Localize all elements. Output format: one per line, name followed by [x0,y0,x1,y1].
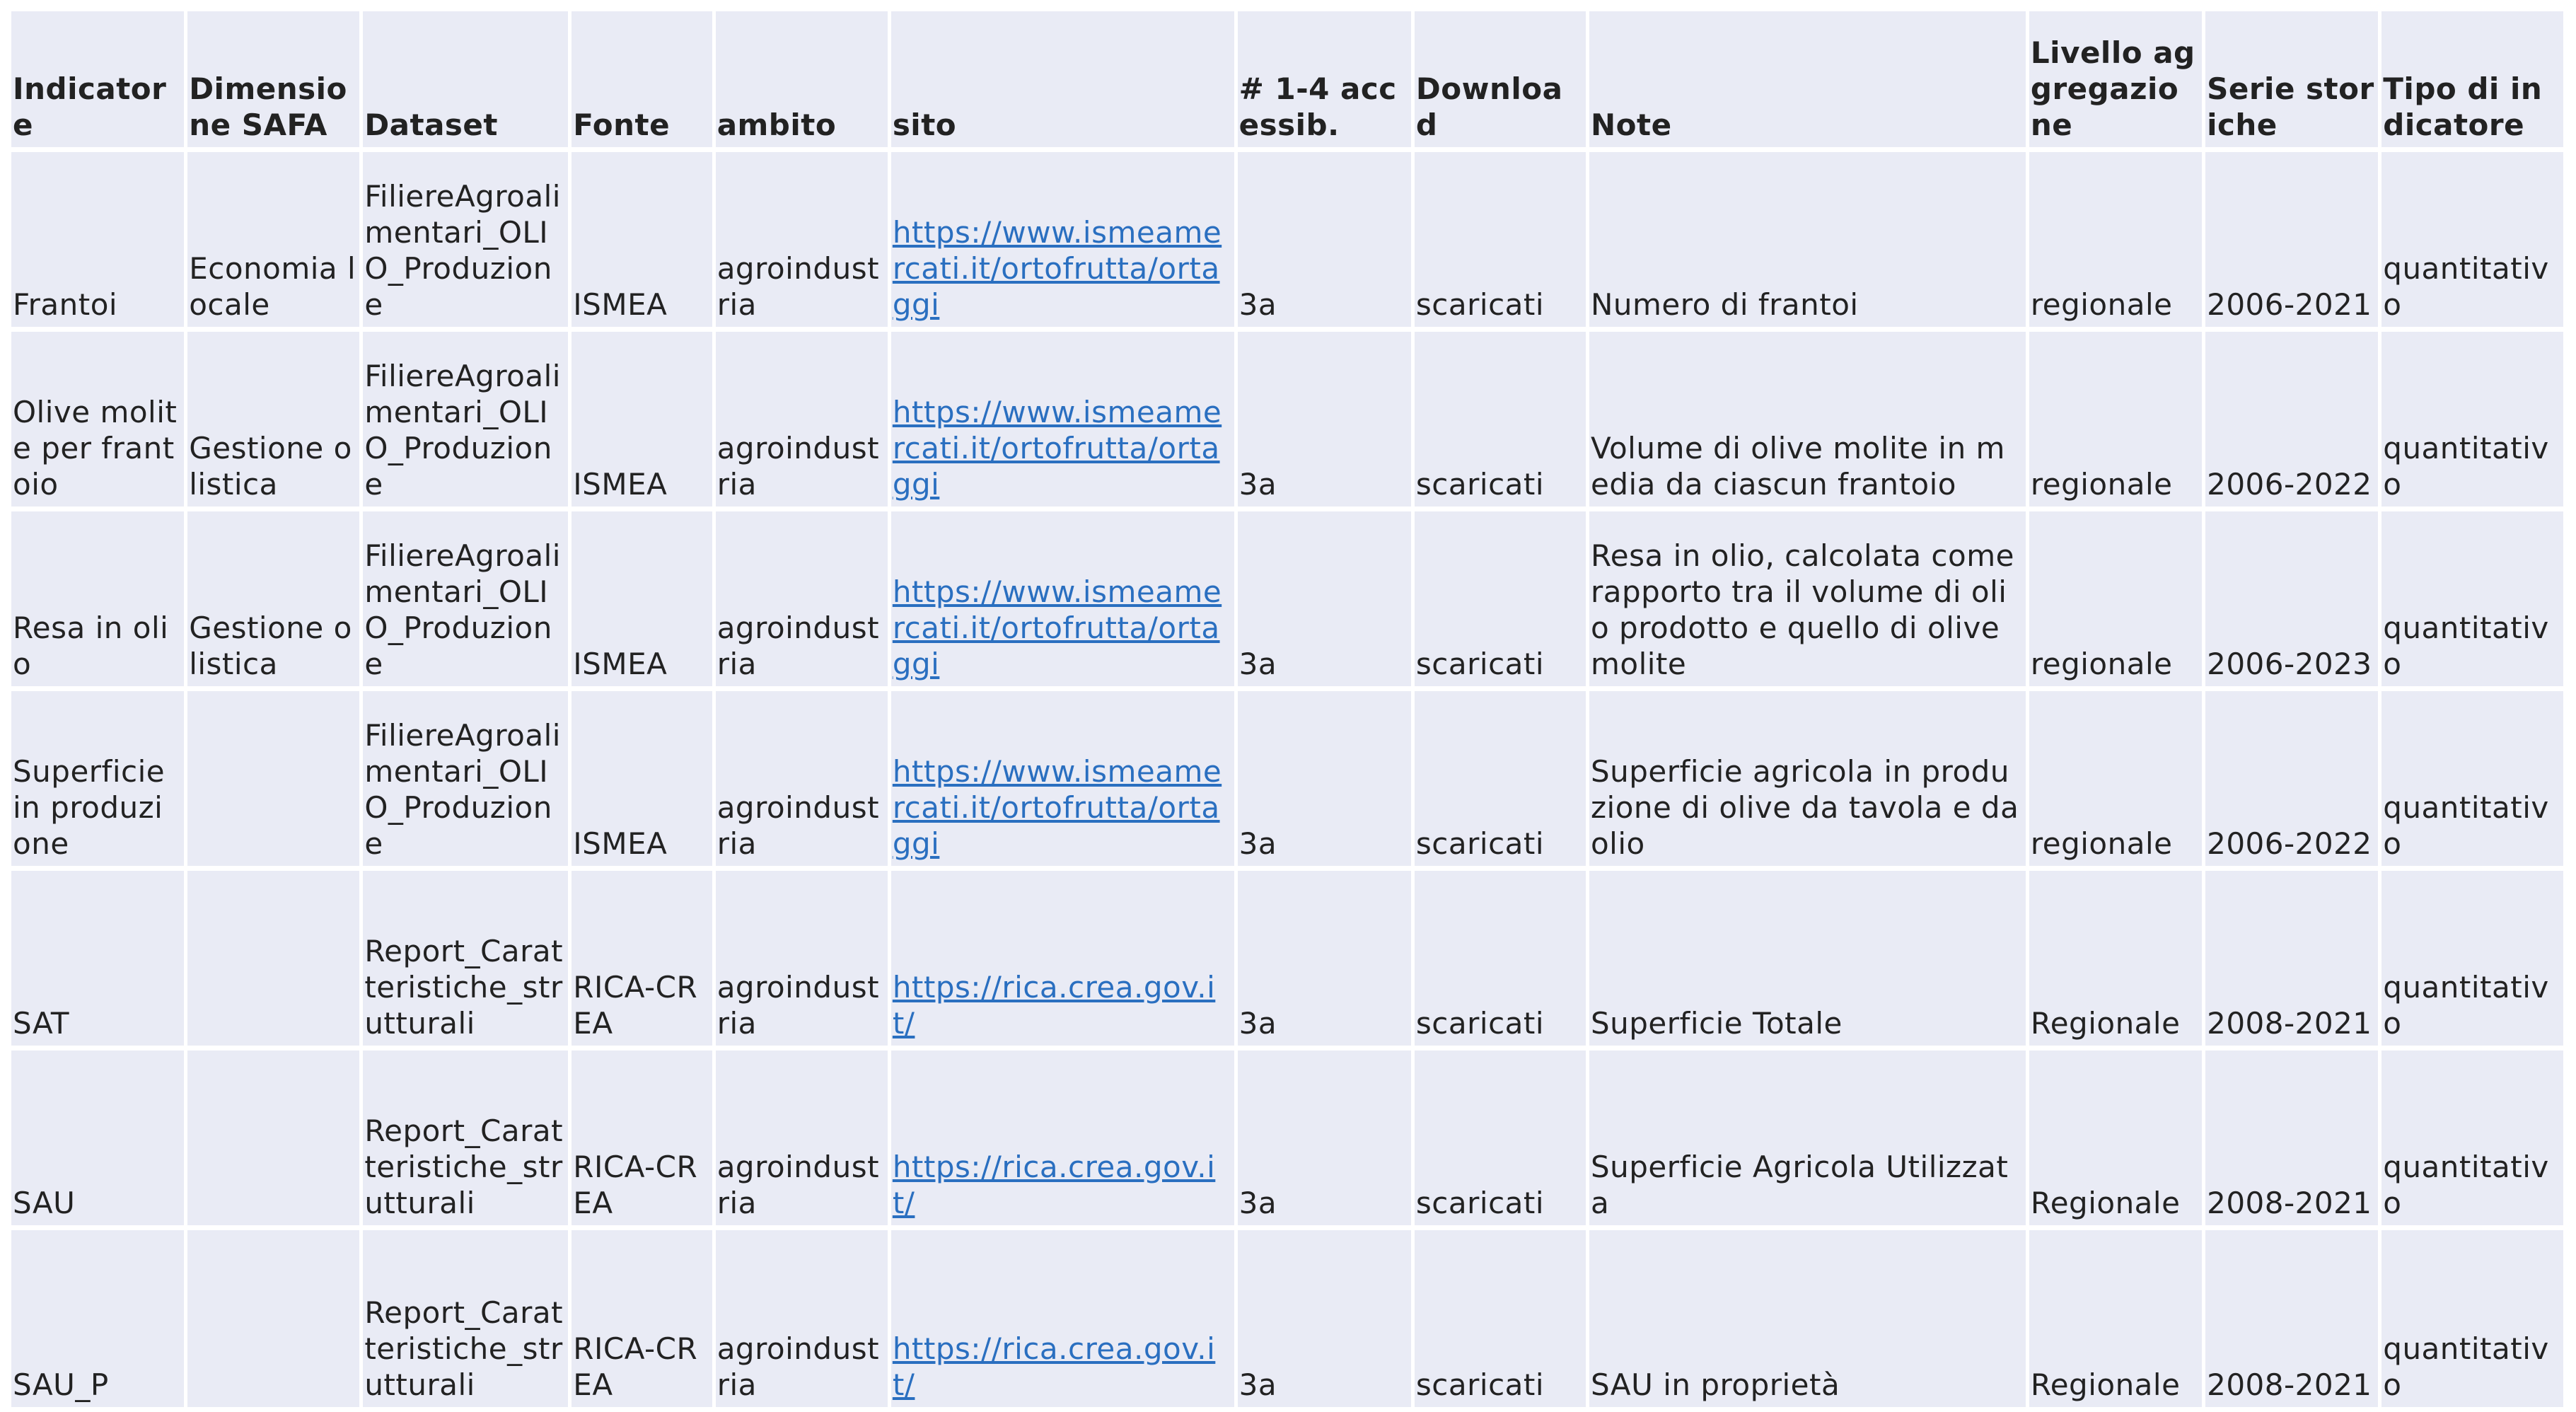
cell-serie: 2008-2021 [2205,1230,2381,1412]
cell-ambito: agroindustria [716,332,891,511]
cell-dimensione: Gestione olistica [187,332,363,511]
cell-ambito: agroindustria [716,1230,891,1412]
cell-sito [891,152,1238,332]
cell-download: scaricati [1415,511,1589,691]
cell-dimensione [187,1051,363,1230]
column-header: Livello aggregazione [2029,11,2205,152]
cell-download: scaricati [1415,1230,1589,1412]
cell-livello: Regionale [2029,871,2205,1051]
cell-accessib: 3a [1238,332,1415,511]
column-header: Dataset [363,11,572,152]
site-link[interactable]: https://rica.crea.gov.it/ [892,1331,1216,1402]
cell-sito [891,871,1238,1051]
cell-sito [891,1051,1238,1230]
cell-indicatore: Superficie in produzione [11,691,187,871]
cell-fonte: ISMEA [572,332,715,511]
cell-note: Superficie Totale [1589,871,2029,1051]
cell-tipo: quantitativo [2381,332,2563,511]
cell-dataset: FiliereAgroalimentari_OLIO_Produzione [363,332,572,511]
table-row [11,332,2563,511]
cell-indicatore: SAT [11,871,187,1051]
cell-ambito: agroindustria [716,152,891,332]
cell-serie: 2006-2022 [2205,691,2381,871]
site-link[interactable]: https://rica.crea.gov.it/ [892,1150,1216,1220]
column-header: Indicatore [11,11,187,152]
cell-ambito: agroindustria [716,1051,891,1230]
cell-download: scaricati [1415,332,1589,511]
cell-dataset: Report_Caratteristiche_strutturali [363,1051,572,1230]
cell-livello: regionale [2029,511,2205,691]
cell-sito [891,332,1238,511]
site-link[interactable]: https://rica.crea.gov.it/ [892,970,1216,1041]
cell-fonte: ISMEA [572,691,715,871]
table-row [11,1051,2563,1230]
column-header: sito [891,11,1238,152]
cell-note: Superficie Agricola Utilizzata [1589,1051,2029,1230]
cell-indicatore: SAU [11,1051,187,1230]
cell-fonte: RICA-CREA [572,1230,715,1412]
cell-tipo: quantitativo [2381,1230,2563,1412]
site-link[interactable]: https://www.ismeamercati.it/ortofrutta/ortaggi [892,395,1222,502]
column-header: Dimensione SAFA [187,11,363,152]
cell-sito [891,691,1238,871]
cell-dimensione [187,1230,363,1412]
cell-livello: regionale [2029,691,2205,871]
cell-fonte: RICA-CREA [572,1051,715,1230]
site-link[interactable]: https://www.ismeamercati.it/ortofrutta/ortaggi [892,574,1222,681]
site-link[interactable]: https://www.ismeamercati.it/ortofrutta/ortaggi [892,754,1222,861]
cell-download: scaricati [1415,871,1589,1051]
cell-tipo: quantitativo [2381,152,2563,332]
cell-fonte: ISMEA [572,511,715,691]
cell-fonte: ISMEA [572,152,715,332]
cell-accessib: 3a [1238,1051,1415,1230]
cell-ambito: agroindustria [716,871,891,1051]
cell-indicatore: Olive molite per frantoio [11,332,187,511]
cell-dimensione [187,691,363,871]
cell-serie: 2008-2021 [2205,1051,2381,1230]
cell-accessib: 3a [1238,152,1415,332]
cell-tipo: quantitativo [2381,691,2563,871]
cell-dataset: Report_Caratteristiche_strutturali [363,1230,572,1412]
cell-dataset: Report_Caratteristiche_strutturali [363,871,572,1051]
column-header: Tipo di indicatore [2381,11,2563,152]
cell-dimensione [187,871,363,1051]
column-header: Fonte [572,11,715,152]
cell-note: SAU in proprietà [1589,1230,2029,1412]
cell-dataset: FiliereAgroalimentari_OLIO_Produzione [363,152,572,332]
cell-livello: regionale [2029,152,2205,332]
cell-fonte: RICA-CREA [572,871,715,1051]
cell-download: scaricati [1415,1051,1589,1230]
cell-note: Superficie agricola in produzione di olive da tavola e da olio [1589,691,2029,871]
column-header: # 1-4 accessib. [1238,11,1415,152]
site-link[interactable]: https://www.ismeamercati.it/ortofrutta/ortaggi [892,215,1222,322]
cell-serie: 2006-2022 [2205,332,2381,511]
cell-sito [891,1230,1238,1412]
cell-dimensione: Gestione olistica [187,511,363,691]
cell-download: scaricati [1415,152,1589,332]
table-header-row [11,11,2563,152]
column-header: Serie storiche [2205,11,2381,152]
table-row [11,511,2563,691]
column-header: Download [1415,11,1589,152]
cell-serie: 2006-2021 [2205,152,2381,332]
table-row [11,152,2563,332]
cell-sito [891,511,1238,691]
cell-note: Resa in olio, calcolata come rapporto tra il volume di olio prodotto e quello di olive molite [1589,511,2029,691]
cell-livello: Regionale [2029,1051,2205,1230]
cell-tipo: quantitativo [2381,511,2563,691]
cell-download: scaricati [1415,691,1589,871]
cell-livello: regionale [2029,332,2205,511]
table-row [11,691,2563,871]
cell-accessib: 3a [1238,1230,1415,1412]
cell-tipo: quantitativo [2381,1051,2563,1230]
cell-dataset: FiliereAgroalimentari_OLIO_Produzione [363,511,572,691]
cell-accessib: 3a [1238,691,1415,871]
cell-serie: 2008-2021 [2205,871,2381,1051]
column-header: Note [1589,11,2029,152]
cell-dataset: FiliereAgroalimentari_OLIO_Produzione [363,691,572,871]
cell-livello: Regionale [2029,1230,2205,1412]
cell-ambito: agroindustria [716,511,891,691]
cell-ambito: agroindustria [716,691,891,871]
cell-dimensione: Economia locale [187,152,363,332]
cell-indicatore: Frantoi [11,152,187,332]
indicator-table [11,11,2563,1412]
cell-accessib: 3a [1238,511,1415,691]
cell-note: Volume di olive molite in media da ciascun frantoio [1589,332,2029,511]
cell-note: Numero di frantoi [1589,152,2029,332]
cell-indicatore: SAU_P [11,1230,187,1412]
cell-tipo: quantitativo [2381,871,2563,1051]
table-row [11,871,2563,1051]
column-header: ambito [716,11,891,152]
cell-indicatore: Resa in olio [11,511,187,691]
cell-accessib: 3a [1238,871,1415,1051]
cell-serie: 2006-2023 [2205,511,2381,691]
table-row [11,1230,2563,1412]
